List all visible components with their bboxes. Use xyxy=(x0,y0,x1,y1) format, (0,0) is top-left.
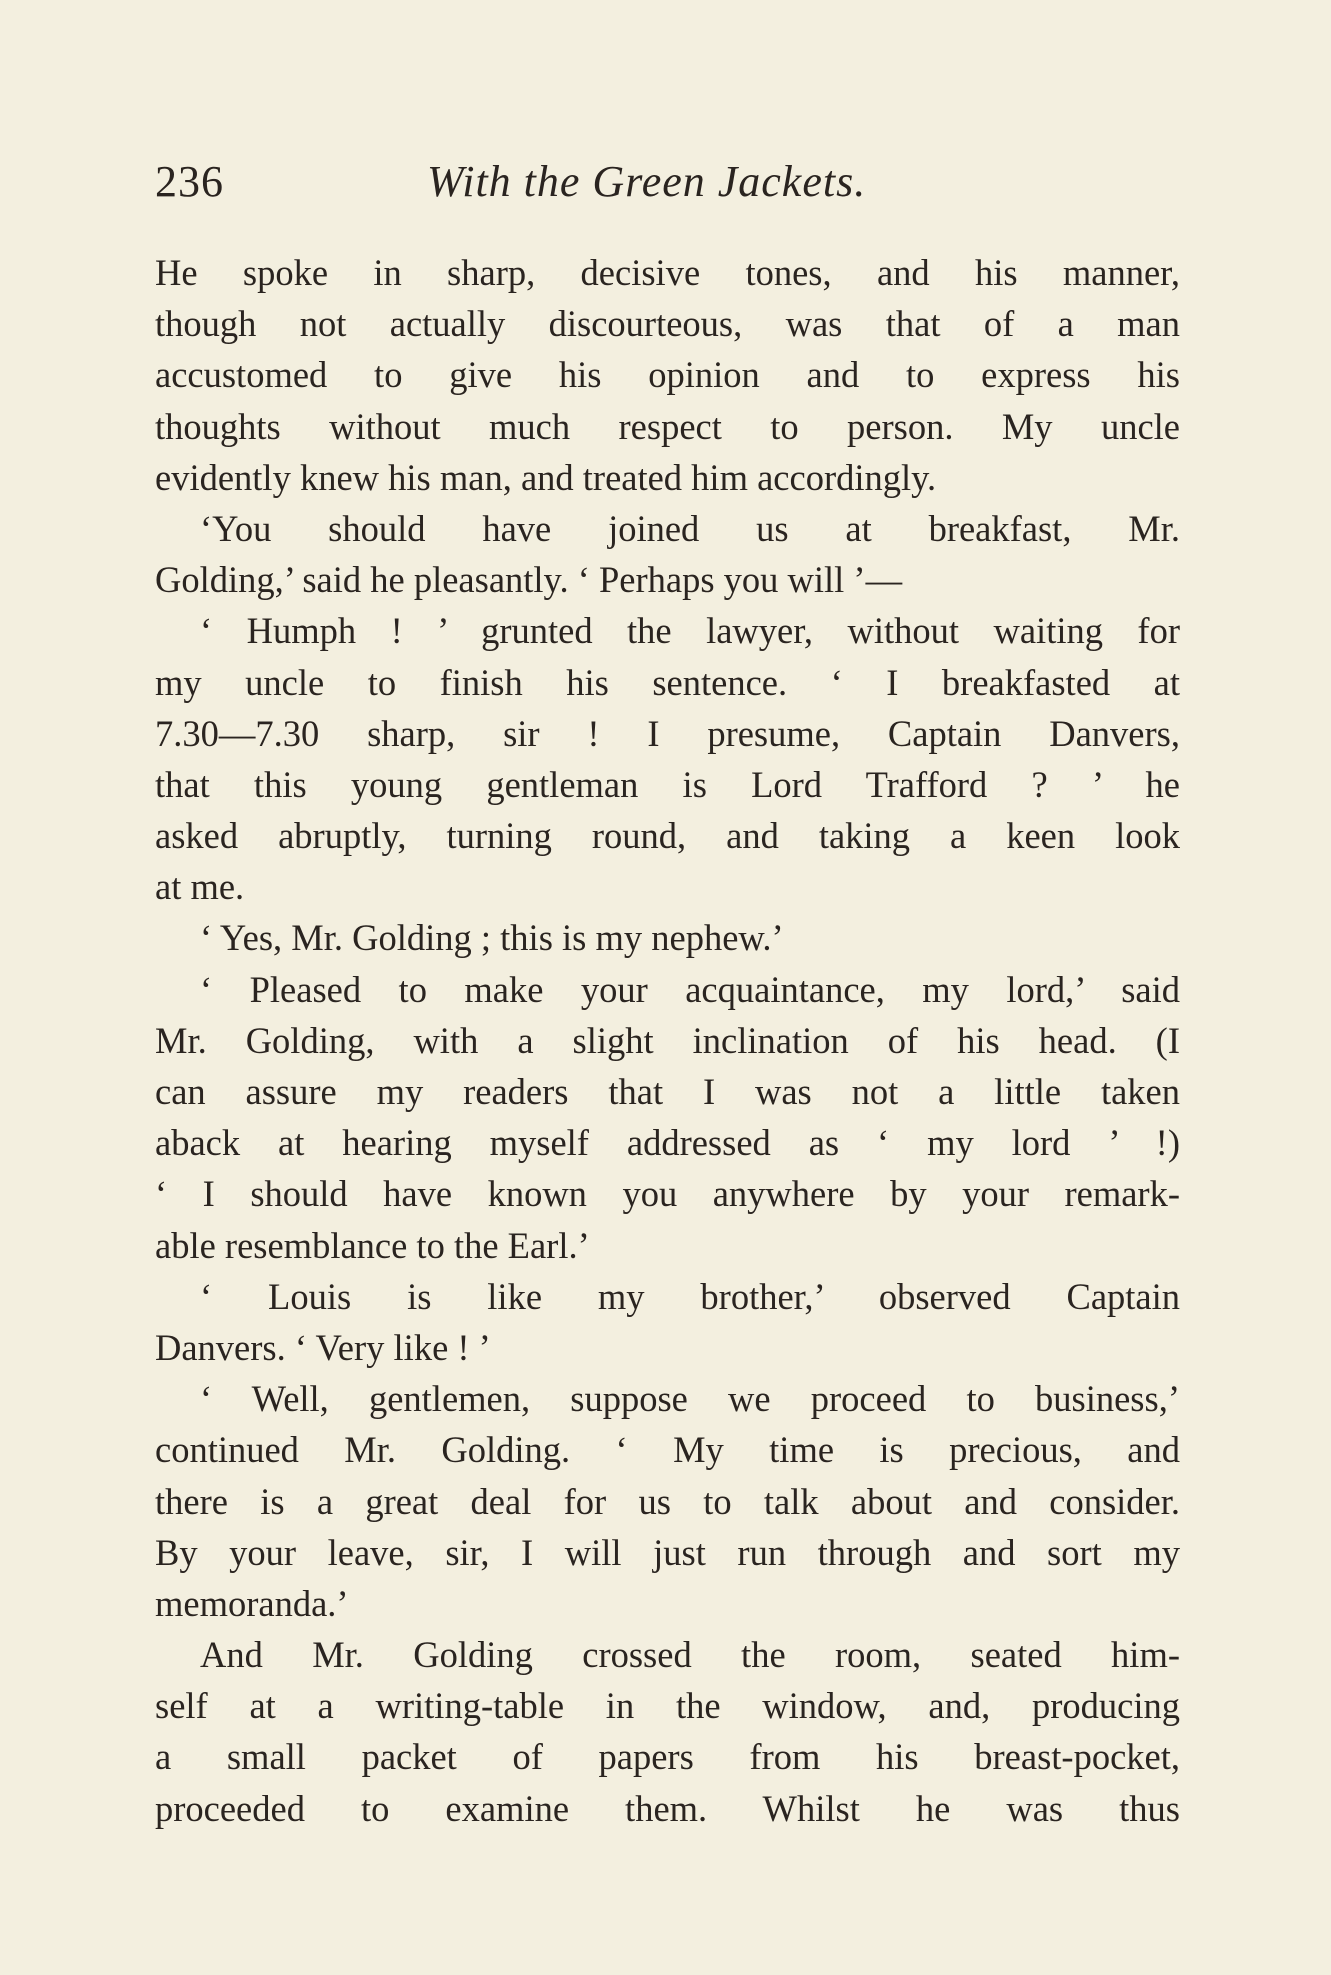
text-line: ‘ Humph ! ’ grunted the lawyer, without waiting for xyxy=(200,610,1180,652)
text-line: memoranda.’ xyxy=(155,1582,349,1624)
text-line: ‘ Pleased to make your acquaintance, my lord,’ said xyxy=(200,968,1180,1010)
text-line: aback at hearing myself addressed as ‘ my lord ’ !) xyxy=(155,1122,1180,1164)
text-line: at me. xyxy=(155,866,245,908)
text-line: self at a writing-table in the window, and, producing xyxy=(155,1685,1180,1727)
text-line: asked abruptly, turning round, and taking a keen look xyxy=(155,815,1180,857)
text-line: ‘You should have joined us at breakfast, Mr. xyxy=(200,507,1180,549)
text-line: Golding,’ said he pleasantly. ‘ Perhaps you will ’— xyxy=(155,559,903,601)
text-line: accustomed to give his opinion and to express his xyxy=(155,354,1180,396)
text-line: my uncle to finish his sentence. ‘ I breakfasted at xyxy=(155,661,1180,703)
text-line: continued Mr. Golding. ‘ My time is precious, and xyxy=(155,1429,1180,1471)
text-line: proceeded to examine them. Whilst he was thus xyxy=(155,1787,1180,1829)
running-title: With the Green Jackets. xyxy=(427,157,867,206)
text-line: By your leave, sir, I will just run through and sort my xyxy=(155,1531,1180,1573)
text-line: He spoke in sharp, decisive tones, and his manner, xyxy=(155,252,1180,293)
text-line: that this young gentleman is Lord Trafford ? ’ he xyxy=(155,763,1180,805)
text-line: ‘ Louis is like my brother,’ observed Captain xyxy=(200,1275,1180,1317)
text-line: a small packet of papers from his breast-pocket, xyxy=(155,1736,1180,1778)
text-line: ‘ Well, gentlemen, suppose we proceed to business,’ xyxy=(200,1378,1180,1420)
text-line: there is a great deal for us to talk about and consider. xyxy=(155,1480,1180,1522)
text-line: ‘ I should have known you anywhere by your remark- xyxy=(155,1173,1180,1215)
running-head xyxy=(155,152,1185,212)
page-number: 236 xyxy=(155,157,224,206)
text-line: can assure my readers that I was not a little taken xyxy=(155,1071,1180,1112)
text-line: able resemblance to the Earl.’ xyxy=(155,1224,590,1266)
text-line: evidently knew his man, and treated him accordingly. xyxy=(155,456,937,498)
text-line: Danvers. ‘ Very like ! ’ xyxy=(155,1326,491,1368)
text-line: thoughts without much respect to person. My uncle xyxy=(155,405,1180,447)
text-line: Mr. Golding, with a slight inclination of his head. (I xyxy=(155,1019,1180,1061)
text-line: 7.30—7.30 sharp, sir ! I presume, Captain Danvers, xyxy=(155,712,1180,754)
text-line: And Mr. Golding crossed the room, seated him- xyxy=(200,1634,1180,1676)
text-line: ‘ Yes, Mr. Golding ; this is my nephew.’ xyxy=(200,917,784,959)
text-line: though not actually discourteous, was that of a man xyxy=(155,303,1180,345)
body-text xyxy=(155,247,1180,1834)
